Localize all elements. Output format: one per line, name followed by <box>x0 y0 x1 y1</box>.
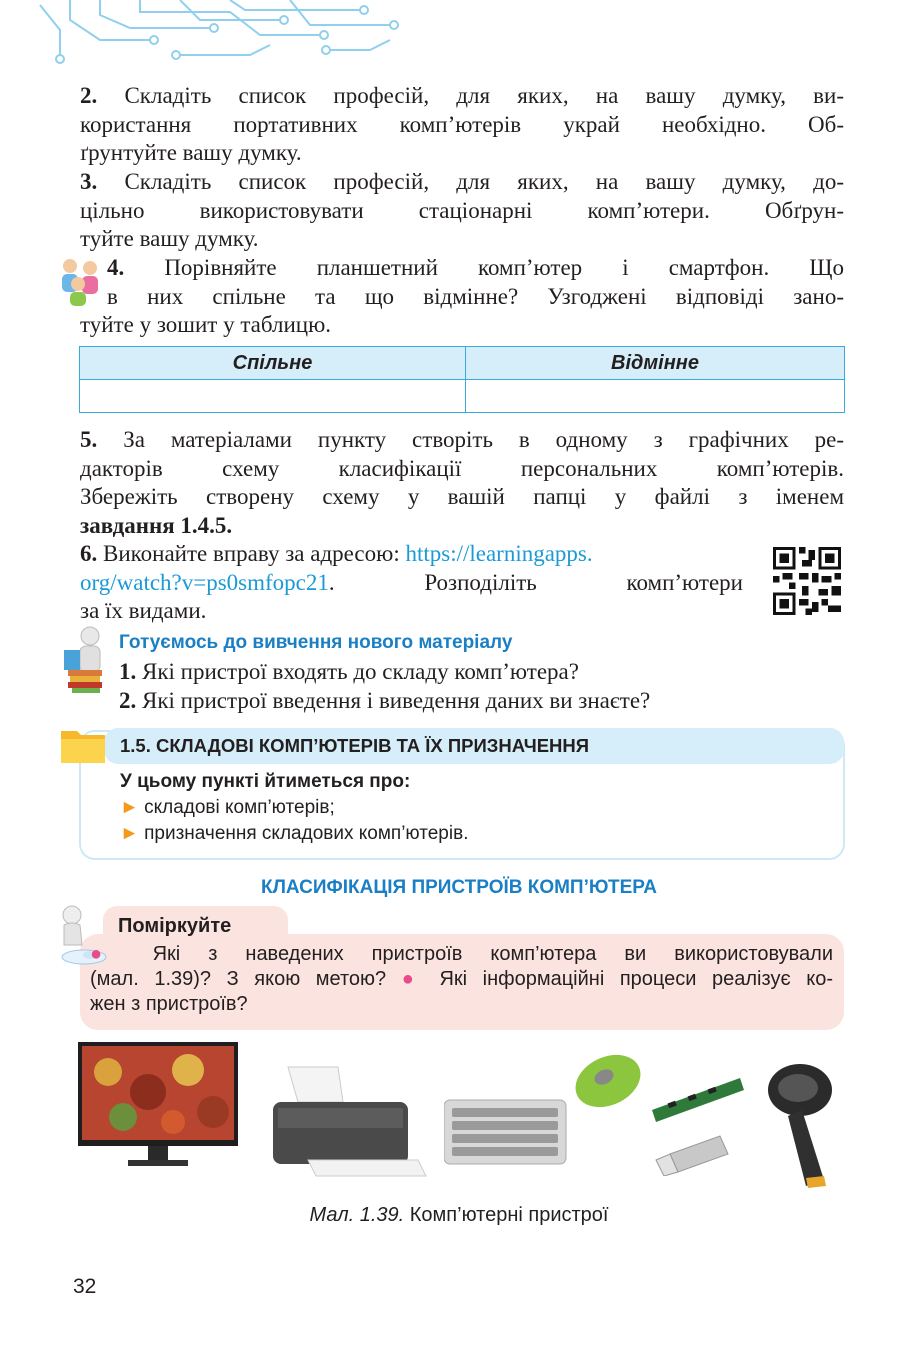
subheading: КЛАСИФІКАЦІЯ ПРИСТРОЇВ КОМП’ЮТЕРА <box>260 877 657 898</box>
table-cell <box>466 380 845 413</box>
think-line: (мал. 1.39)? З якою метою? <box>90 968 387 990</box>
task-5 <box>80 426 844 540</box>
task-text: За матеріалами пункту створіть в одному з графічних ре- <box>123 427 844 452</box>
section-intro: У цьому пункті йтиметься про: <box>120 771 411 792</box>
section-list-item <box>120 823 468 845</box>
task-2 <box>80 82 844 168</box>
figure-number: Мал. 1.39. <box>309 1204 405 1226</box>
question-text: Які пристрої введення і виведення даних ви знаєте? <box>142 688 651 713</box>
task-4-end <box>80 311 844 340</box>
think-line: Які інформаційні процеси реалізує ко- <box>439 968 833 990</box>
think-text <box>90 942 833 1017</box>
pink-bullet-icon: ● <box>401 968 424 990</box>
table-cell <box>80 380 466 413</box>
list-item-text: складові комп’ютерів; <box>144 797 335 818</box>
task-number: 2. <box>80 83 98 108</box>
task-text: користання портативних комп’ютерів украй необхідно. Об- <box>80 111 844 137</box>
prepare-question-1 <box>119 658 579 687</box>
task-number: 5. <box>80 427 98 452</box>
prepare-question-2 <box>119 687 650 716</box>
pink-bullet-icon: ● <box>90 943 125 965</box>
task-text: туйте вашу думку. <box>80 226 259 252</box>
circuit-decoration <box>30 0 430 70</box>
task-4 <box>107 254 844 311</box>
think-line: Які з наведених пристроїв комп’ютера ви використовували <box>152 943 833 965</box>
task-number: 3. <box>80 169 98 194</box>
task-filename: завдання 1.4.5. <box>80 512 233 538</box>
caption-text: Комп’ютерні пристрої <box>409 1204 609 1226</box>
keyboard-image <box>444 1098 568 1168</box>
task-3 <box>80 168 844 254</box>
task-text: в них спільне та що відмінне? Узгоджені відповіді зано- <box>107 283 844 309</box>
page-number: 32 <box>73 1275 97 1298</box>
task-text: Складіть список професій, для яких, на вашу думку, до- <box>124 169 845 194</box>
question-text: Які пристрої входять до складу комп’ютера? <box>142 659 579 684</box>
section-list-item <box>120 797 335 819</box>
figure-caption <box>0 1204 918 1227</box>
table-row <box>80 380 845 413</box>
exercise-link-continued[interactable]: org/watch?v=ps0smfopc21 <box>80 569 329 595</box>
task-text: дакторів схему класифікації персональних комп’ютерів. <box>80 455 844 481</box>
task-text: ґрунтуйте вашу думку. <box>80 140 302 166</box>
table-header-different: Відмінне <box>466 347 845 380</box>
printer-image <box>268 1062 428 1182</box>
task-text: . Розподіліть комп’ютери <box>328 569 743 595</box>
folder-icon <box>59 725 107 765</box>
think-title: Поміркуйте <box>118 915 232 937</box>
barcode-scanner-image <box>762 1060 848 1190</box>
prepare-title: Готуємось до вивчення нового матеріалу <box>119 632 513 653</box>
usb-drive-image <box>654 1132 730 1176</box>
table-header-common: Спільне <box>80 347 466 380</box>
task-text: Складіть список професій, для яких, на вашу думку, ви- <box>124 83 844 108</box>
task-text: за їх видами. <box>80 598 207 624</box>
memory-module-image <box>648 1070 748 1122</box>
task-text: туйте у зошит у таблицю. <box>80 312 332 337</box>
arrow-bullet-icon: ► <box>120 797 139 818</box>
arrow-bullet-icon: ► <box>120 823 139 844</box>
student-reading-icon <box>60 626 112 694</box>
exercise-link[interactable]: https://learningapps. <box>405 541 593 566</box>
task-text: Збережіть створену схему у вашій папці у файлі з іменем <box>80 484 844 510</box>
section-title: 1.5. СКЛАДОВІ КОМП’ЮТЕРІВ ТА ЇХ ПРИЗНАЧЕННЯ <box>120 735 590 756</box>
task-number: 4. <box>107 255 125 280</box>
question-number: 2. <box>119 688 137 713</box>
question-number: 1. <box>119 659 137 684</box>
task-number: 6. <box>80 541 98 566</box>
qr-code-icon[interactable] <box>772 547 842 615</box>
monitor-image <box>78 1042 240 1168</box>
comparison-table <box>79 346 845 413</box>
task-6 <box>80 540 743 626</box>
table-header-row <box>80 347 845 380</box>
task-text: цільно використовувати стаціонарні комп’ютери. Обґрун- <box>80 197 844 223</box>
task-text: Виконайте вправу за адресою: <box>103 541 400 566</box>
list-item-text: призначення складових комп’ютерів. <box>144 823 469 844</box>
mouse-image <box>570 1052 646 1110</box>
group-work-icon <box>56 254 104 306</box>
task-text: Порівняйте планшетний комп’ютер і смартфон. Що <box>164 255 844 280</box>
think-line: жен з пристроїв? <box>90 993 248 1015</box>
